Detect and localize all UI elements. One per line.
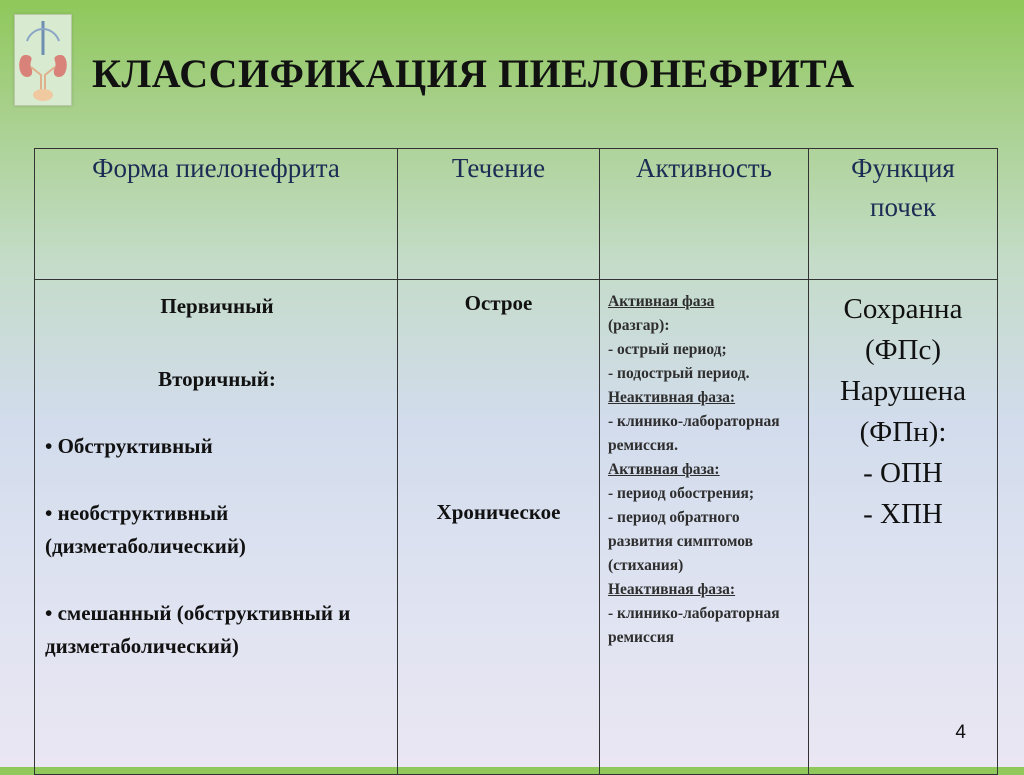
function-cell — [809, 280, 998, 775]
course-cell — [398, 280, 600, 775]
function-line: - ХПН — [863, 498, 943, 530]
form-item-mixed: • смешанный (обструктивный и дизметаболический) — [45, 601, 351, 658]
header-function-text: Функция почек — [851, 153, 955, 222]
function-line: (ФПс) — [864, 334, 942, 366]
function-line: - ОПН — [863, 457, 943, 489]
table-body-row — [35, 280, 998, 775]
activity-line: (разгар): — [608, 317, 670, 334]
activity-line: Неактивная фаза: — [608, 581, 736, 598]
header-function — [809, 149, 998, 280]
activity-line: - острый период; — [608, 341, 727, 358]
page-title: КЛАССИФИКАЦИЯ ПИЕЛОНЕФРИТА — [92, 51, 855, 96]
forms-cell — [35, 280, 398, 775]
activity-line: - клинико-лабораторная ремиссия. — [608, 413, 780, 454]
activity-line: - подострый период. — [608, 365, 750, 382]
page-number: 4 — [955, 722, 966, 743]
activity-line: Неактивная фаза: — [608, 389, 736, 406]
form-item-obstructive: • Обструктивный — [45, 434, 213, 458]
activity-line: Активная фаза: — [608, 461, 720, 478]
form-primary: Первичный — [160, 294, 274, 318]
classification-table — [34, 148, 998, 775]
form-secondary: Вторичный: — [158, 367, 276, 391]
header-activity: Активность — [600, 149, 809, 280]
function-line: (ФПн): — [859, 416, 947, 448]
activity-line: - период обострения; — [608, 485, 755, 502]
kidney-logo-icon — [14, 14, 72, 106]
form-item-nonobstructive: • необструктивный (дизметаболический) — [45, 501, 246, 558]
activity-line: - клинико-лабораторная ремиссия — [608, 605, 780, 646]
course-acute: Острое — [464, 291, 533, 315]
activity-line: - период обратного развития симптомов (стихания) — [608, 509, 753, 574]
function-line: Нарушена — [839, 375, 967, 407]
activity-line: Активная фаза — [608, 293, 715, 310]
table-header-row — [35, 149, 998, 280]
header-form: Форма пиелонефрита — [35, 149, 398, 280]
activity-cell — [600, 280, 809, 775]
function-line: Сохранна — [843, 293, 963, 325]
header-course: Течение — [398, 149, 600, 280]
course-chronic: Хроническое — [436, 500, 561, 524]
